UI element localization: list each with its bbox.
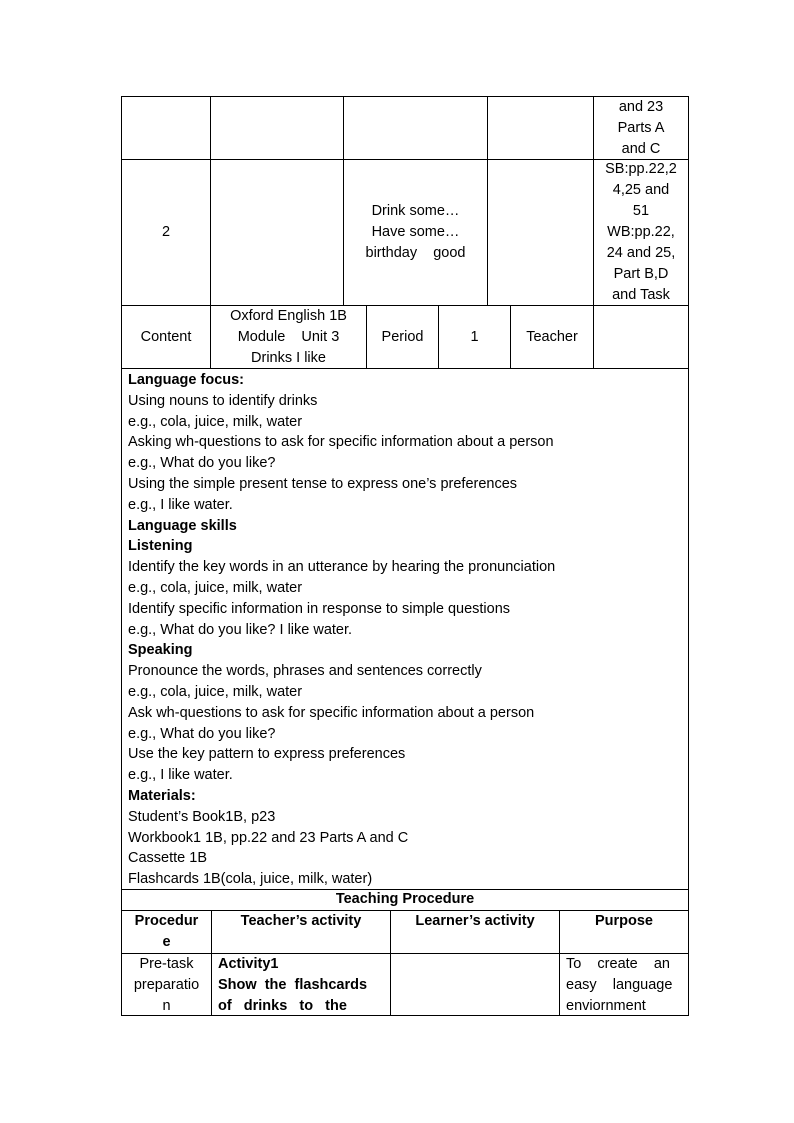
header-purpose	[560, 911, 688, 953]
content-label: Content	[140, 328, 192, 345]
header-purpose-text: Purpose	[594, 913, 653, 929]
section-heading: Listening	[128, 538, 193, 555]
purpose-line: enviornment	[566, 998, 646, 1014]
section-heading: Language focus:	[128, 372, 245, 388]
header-learner-text: Learner’s activity	[415, 913, 535, 929]
content-value-cell	[211, 306, 366, 368]
objective-line: Flashcards 1B(cola, juice, milk, water)	[128, 871, 373, 888]
purpose-line: To create an	[566, 956, 670, 972]
period-number: 2	[161, 224, 171, 240]
objective-line: e.g., cola, juice, milk, water	[128, 683, 303, 700]
objective-line: e.g., What do you like? I like water.	[128, 621, 353, 638]
resources-line: 51	[632, 203, 650, 219]
stage-line: Pre-task	[139, 956, 194, 972]
objective-line: e.g., cola, juice, milk, water	[128, 579, 303, 596]
resources-line: Part B,D	[613, 266, 669, 282]
content-line: Module Unit 3	[237, 328, 340, 345]
purpose-line: easy language	[566, 977, 673, 993]
objective-line: e.g., I like water.	[128, 496, 233, 513]
procedure-heading-text: Teaching Procedure	[335, 891, 475, 907]
teacher-activity-cell	[218, 954, 384, 1017]
procedure-heading	[122, 889, 688, 910]
objective-line: Use the key pattern to express preferences	[128, 746, 406, 763]
header-teacher-text: Teacher’s activity	[240, 913, 362, 929]
resources-line: and 23	[618, 99, 664, 115]
objective-line: e.g., What do you like?	[128, 455, 276, 472]
objective-line: Ask wh-questions to ask for specific information about a person	[128, 704, 535, 721]
teacher-value-cell	[594, 306, 688, 368]
objective-line: Workbook1 1B, pp.22 and 23 Parts A and C	[128, 829, 409, 846]
resources-line: and Task	[612, 287, 670, 303]
learner-activity-cell	[391, 954, 559, 1015]
teacher-label: Teacher	[526, 328, 578, 345]
activity-line: Show the flashcards	[218, 977, 368, 993]
content-line: Drinks I like	[251, 349, 326, 366]
words-line: Drink some…	[371, 203, 460, 219]
header-procedure-line: e	[162, 934, 171, 950]
header-teacher-activity	[212, 911, 390, 953]
activity-line: of drinks to the	[218, 998, 347, 1014]
objective-line: Student’s Book1B, p23	[128, 808, 276, 825]
resources-line: Parts A	[617, 120, 665, 136]
words-line: birthday good	[365, 245, 466, 261]
header-procedure	[122, 911, 211, 953]
objective-line: Asking wh-questions to ask for specific information about a person	[128, 434, 554, 451]
header-learner-activity	[391, 911, 559, 953]
resources-line: WB:pp.22,	[607, 224, 675, 240]
objectives-text	[128, 370, 686, 890]
teacher-label-cell	[511, 306, 593, 368]
header-procedure-line: Procedur	[134, 913, 199, 929]
resources-cell	[594, 160, 688, 305]
stage-line: n	[162, 998, 171, 1014]
stage-line: preparatio	[133, 977, 200, 993]
period-number-cell	[122, 160, 210, 305]
period-value-cell	[439, 306, 510, 368]
table-border-right	[688, 96, 689, 1016]
objective-line: Identify the key words in an utterance by hearing the pronunciation	[128, 559, 556, 576]
objective-line: e.g., cola, juice, milk, water	[128, 413, 303, 430]
resources-line: and C	[621, 141, 661, 157]
purpose-cell	[566, 954, 682, 1017]
objective-line: Pronounce the words, phrases and sentences correctly	[128, 663, 482, 680]
objective-line: Cassette 1B	[128, 850, 207, 867]
resources-cell	[594, 97, 688, 159]
resources-line: 24 and 25,	[606, 245, 676, 261]
content-line: Oxford English 1B	[230, 307, 347, 324]
row-divider	[121, 368, 689, 369]
content-label-cell	[122, 306, 210, 368]
objective-line: Using the simple present tense to express one’s preferences	[128, 475, 518, 492]
language-words-cell	[344, 160, 487, 305]
section-heading: Speaking	[128, 642, 193, 659]
objective-line: e.g., I like water.	[128, 767, 233, 784]
objective-line: e.g., What do you like?	[128, 725, 276, 742]
objective-line: Using nouns to identify drinks	[128, 392, 318, 409]
words-line: Have some…	[371, 224, 460, 240]
resources-line: 4,25 and	[612, 182, 670, 198]
period-label: Period	[381, 328, 424, 345]
period-value: 1	[470, 328, 479, 345]
stage-cell	[122, 954, 211, 1015]
section-heading: Materials:	[128, 787, 196, 804]
objective-line: Identify specific information in response to simple questions	[128, 600, 511, 617]
activity-title: Activity1	[218, 956, 279, 972]
period-label-cell	[367, 306, 438, 368]
col-divider	[487, 96, 488, 305]
section-heading: Language skills	[128, 517, 237, 534]
col-divider	[210, 96, 211, 305]
resources-line: SB:pp.22,2	[605, 161, 677, 177]
